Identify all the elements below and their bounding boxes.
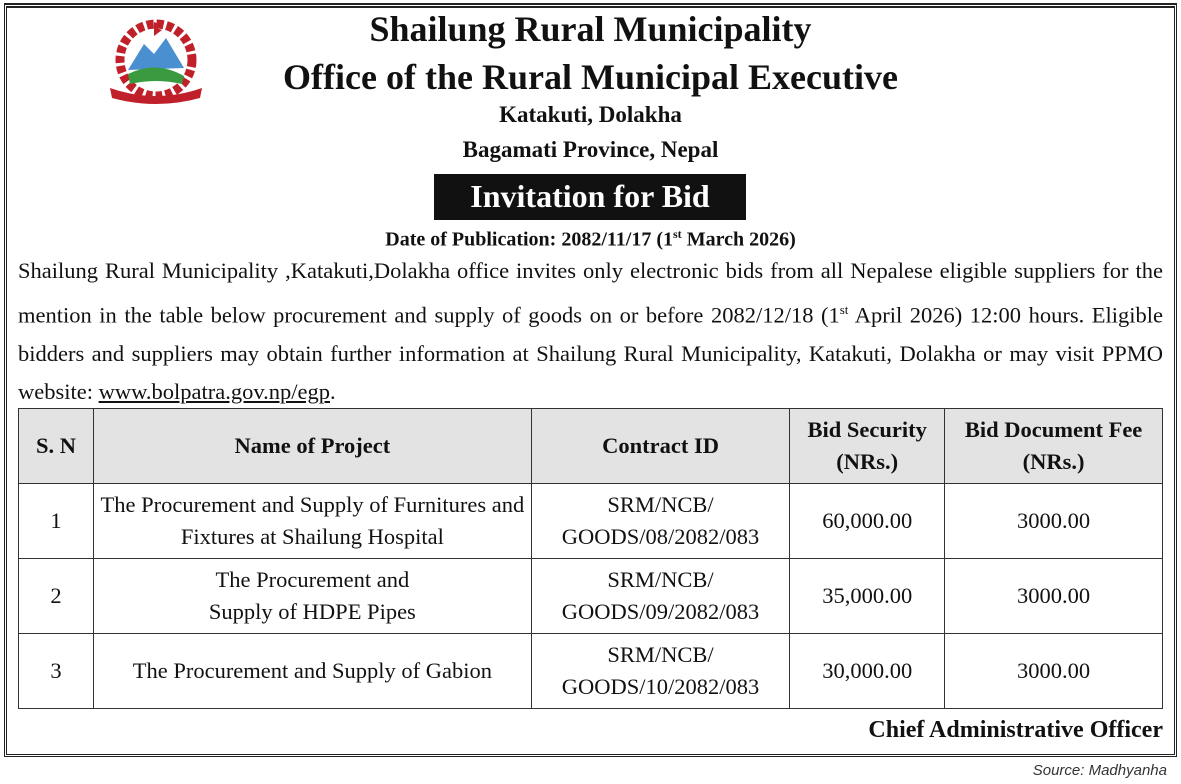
col-sn: S. N xyxy=(19,409,94,484)
notice-body xyxy=(18,252,1163,412)
office-title: Office of the Rural Municipal Executive xyxy=(283,57,898,97)
cell-sn: 1 xyxy=(19,484,94,559)
table-header-row xyxy=(19,409,1163,484)
cell-project: The Procurement and Supply of Furnitures and Fixtures at Shailung Hospital xyxy=(93,484,531,559)
pub-prefix: Date of Publication: 2082/11/17 (1 xyxy=(385,228,674,251)
col-security: Bid Security (NRs.) xyxy=(790,409,945,484)
cell-fee: 3000.00 xyxy=(945,559,1163,634)
body-sup: st xyxy=(839,301,849,317)
cell-security: 30,000.00 xyxy=(790,634,945,709)
cell-fee: 3000.00 xyxy=(945,484,1163,559)
ppmo-link[interactable]: www.bolpatra.gov.np/egp xyxy=(98,379,331,404)
cell-security: 35,000.00 xyxy=(790,559,945,634)
table-row xyxy=(19,484,1163,559)
cell-sn: 3 xyxy=(19,634,94,709)
col-project: Name of Project xyxy=(93,409,531,484)
table-row xyxy=(19,559,1163,634)
cell-project: The Procurement and Supply of HDPE Pipes xyxy=(93,559,531,634)
cell-security: 60,000.00 xyxy=(790,484,945,559)
pub-sup: st xyxy=(673,227,682,241)
pub-suffix: March 2026) xyxy=(681,228,796,251)
cell-contract: SRM/NCB/ GOODS/09/2082/083 xyxy=(531,559,790,634)
address-line-2: Bagamati Province, Nepal xyxy=(462,137,719,162)
cell-fee: 3000.00 xyxy=(945,634,1163,709)
col-contract: Contract ID xyxy=(531,409,790,484)
publication-date xyxy=(0,227,1181,252)
source-credit: Source: Madhyanha xyxy=(1032,762,1167,779)
municipality-title: Shailung Rural Municipality xyxy=(369,9,812,49)
cell-sn: 2 xyxy=(19,559,94,634)
cell-contract: SRM/NCB/ GOODS/08/2082/083 xyxy=(531,484,790,559)
cell-contract: SRM/NCB/ GOODS/10/2082/083 xyxy=(531,634,790,709)
notice-banner: Invitation for Bid xyxy=(434,174,746,220)
body-text-3: . xyxy=(330,379,336,404)
bid-table xyxy=(18,408,1163,709)
signatory: Chief Administrative Officer xyxy=(868,717,1163,743)
table-row xyxy=(19,634,1163,709)
col-fee: Bid Document Fee (NRs.) xyxy=(945,409,1163,484)
body-text-2: April 2026) 12:00 hours. Eligible bidders and suppliers may obtain further information at Shailung Rural Municipality, Katakuti, Dolakha or may visit PPMO website: xyxy=(18,302,1163,404)
body-text-1: Shailung Rural Municipality ,Katakuti,Dolakha office invites only electronic bids from all Nepalese eligible suppliers for the mention in the table below procurement and supply of goods on or before 2082/12/18 (1 xyxy=(18,258,1163,327)
cell-project: The Procurement and Supply of Gabion xyxy=(93,634,531,709)
address-line-1: Katakuti, Dolakha xyxy=(499,102,682,127)
